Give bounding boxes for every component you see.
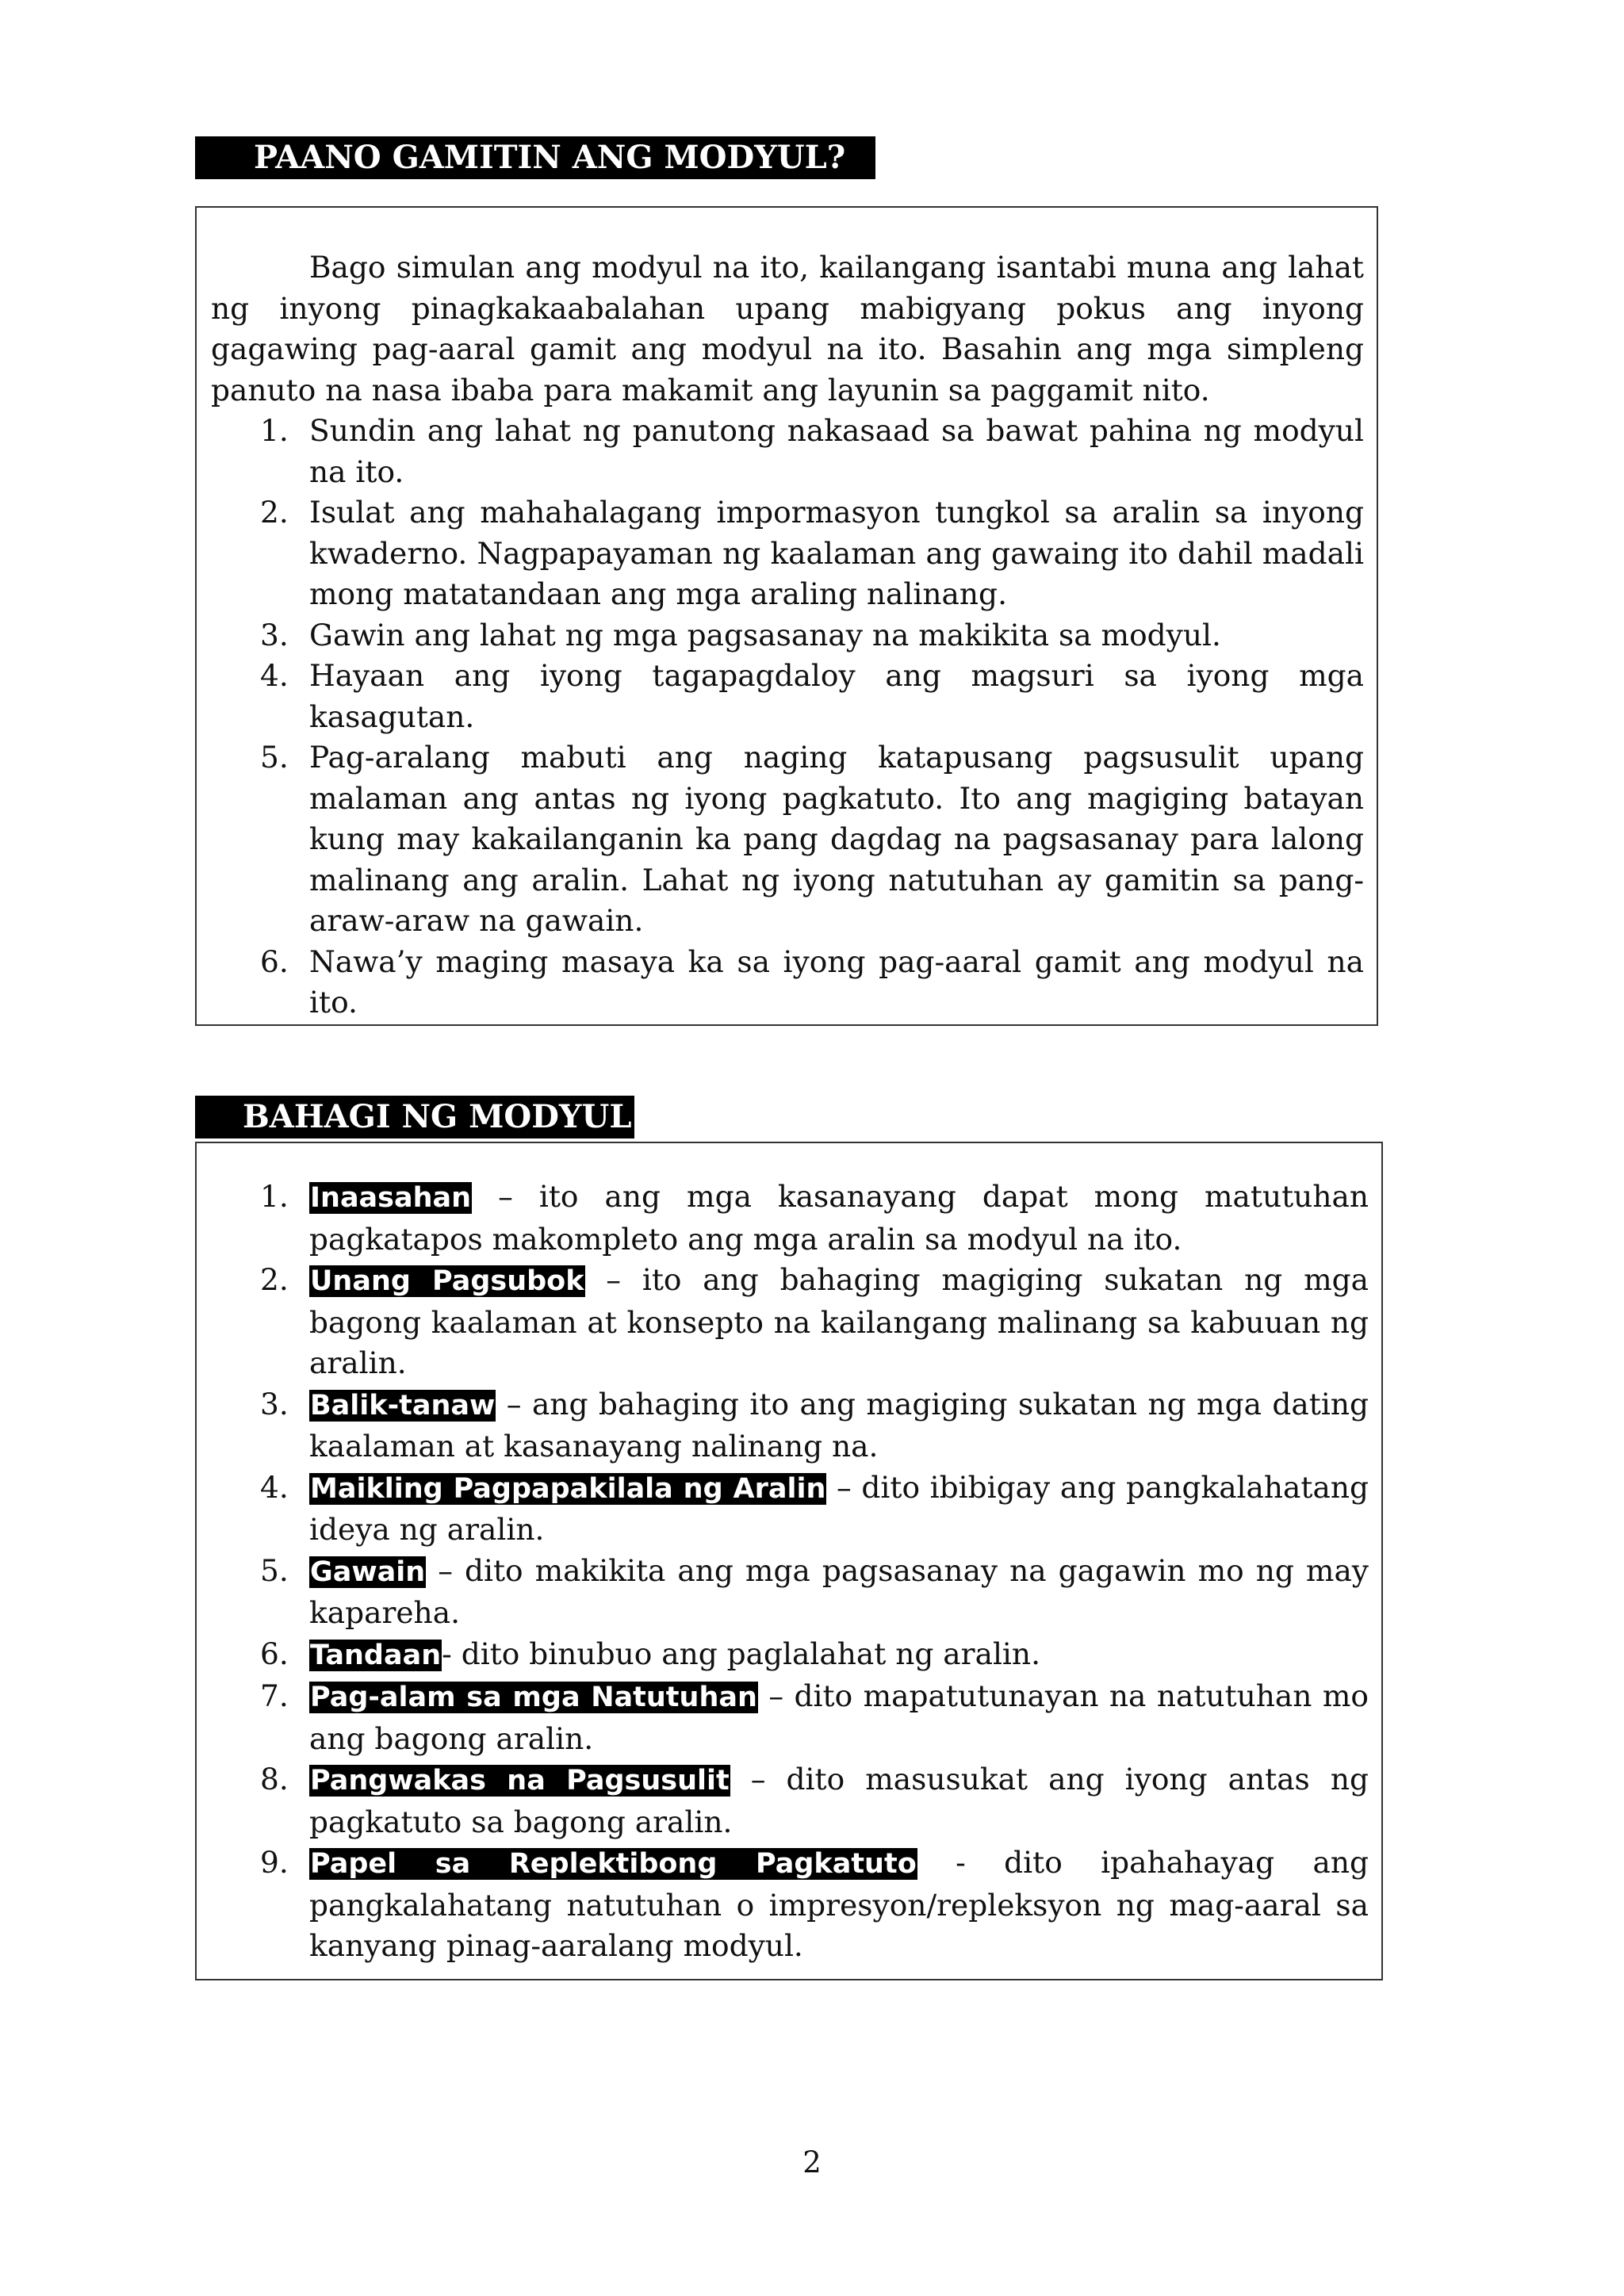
instruction-item (211, 615, 1364, 656)
module-part-item (211, 1177, 1369, 1260)
list-number: 7. (260, 1678, 289, 1713)
module-part-term: Pangwakas na Pagsusulit (310, 1765, 730, 1797)
section-header-paano-gamitin: PAANO GAMITIN ANG MODYUL? (195, 136, 875, 179)
instruction-item (211, 942, 1364, 1024)
module-part-term: Pag-alam sa mga Natutuhan (310, 1682, 757, 1713)
module-part-term: Gawain (310, 1556, 426, 1588)
list-number: 5. (260, 740, 289, 775)
module-part-item (211, 1384, 1369, 1468)
instruction-item (211, 411, 1364, 492)
module-part-item (211, 1551, 1369, 1634)
module-parts-list (211, 1177, 1369, 1967)
instructions-list (211, 411, 1364, 1024)
page-number: 2 (802, 2145, 822, 2179)
module-part-item (211, 1634, 1369, 1677)
module-part-description: – dito makikita ang mga pagsasanay na gagawin mo ng may kapareha. (309, 1552, 1369, 1630)
instruction-item (211, 737, 1364, 942)
module-part-term: Maikling Pagpapakilala ng Aralin (310, 1472, 826, 1505)
module-part-description: – ang bahaging ito ang magiging sukatan ng mga dating kaalaman at kasanayang nalinang na. (309, 1386, 1369, 1464)
list-number: 4. (260, 658, 289, 693)
list-number: 1. (260, 1179, 289, 1214)
instruction-text: Hayaan ang iyong tagapagdaloy ang magsuri sa iyong mga kasagutan. (309, 658, 1364, 734)
module-part-term: Inaasahan (310, 1182, 472, 1214)
instruction-text: Isulat ang mahahalagang impormasyon tungkol sa aralin sa inyong kwaderno. Nagpapayaman ng kaalaman ang gawaing ito dahil madali mong matatandaan ang mga araling nalinang. (309, 495, 1364, 611)
module-part-description: – ito ang mga kasanayang dapat mong matutuhan pagkatapos makompleto ang mga aralin sa modyul na ito. (309, 1179, 1369, 1257)
list-number: 3. (260, 617, 289, 652)
instruction-text: Sundin ang lahat ng panutong nakasaad sa bawat pahina ng modyul na ito. (309, 413, 1364, 489)
module-part-description: – dito mapatutunayan na natutuhan mo ang bagong aralin. (309, 1678, 1369, 1756)
module-part-term: Balik-tanaw (310, 1389, 496, 1422)
list-number: 8. (260, 1762, 289, 1797)
instruction-text: Nawa’y maging masaya ka sa iyong pag-aaral gamit ang modyul na ito. (309, 943, 1364, 1020)
module-part-term: Papel sa Replektibong Pagkatuto (310, 1848, 917, 1880)
module-part-description: – dito masusukat ang iyong antas ng pagkatuto sa bagong aralin. (309, 1762, 1369, 1839)
module-part-term: Tandaan (310, 1639, 442, 1671)
instruction-item (211, 492, 1364, 615)
list-number: 9. (260, 1845, 289, 1880)
instruction-text: Gawin ang lahat ng mga pagsasanay na makikita sa modyul. (309, 617, 1221, 652)
section-header-bahagi: BAHAGI NG MODYUL (195, 1096, 634, 1138)
list-number: 5. (260, 1552, 289, 1588)
module-part-description: - dito binubuo ang paglalahat ng aralin. (442, 1636, 1040, 1671)
module-part-description: – dito ibibigay ang pangkalahatang ideya ng aralin. (309, 1469, 1369, 1547)
instruction-item (211, 656, 1364, 737)
module-part-description: – ito ang bahaging magiging sukatan ng mga bagong kaalaman at konsepto na kailangang malinang sa kabuuan ng aralin. (309, 1262, 1369, 1380)
module-part-description: - dito ipahahayag ang pangkalahatang natutuhan o impresyon/repleksyon ng mag-aaral sa kanyang pinag-aaralang modyul. (309, 1845, 1369, 1963)
module-part-item (211, 1843, 1369, 1967)
module-part-term: Unang Pagsubok (310, 1265, 584, 1297)
instruction-text: Pag-aralang mabuti ang naging katapusang pagsusulit upang malaman ang antas ng iyong pagkatuto. Ito ang magiging batayan kung may kakailanganin ka pang dagdag na pagsasanay para lalong malinang ang aralin. Lahat ng iyong natutuhan ay gamitin sa pang-araw-araw na gawain. (309, 740, 1364, 938)
module-part-item (211, 1468, 1369, 1551)
list-number: 6. (260, 943, 289, 979)
list-number: 1. (260, 413, 289, 448)
list-number: 6. (260, 1636, 289, 1671)
list-number: 2. (260, 1262, 289, 1297)
module-part-item (211, 1676, 1369, 1759)
intro-paragraph: Bago simulan ang modyul na ito, kailangang isantabi muna ang lahat ng inyong pinagkakaabalahan upang mabigyang pokus ang inyong gagawing pag-aaral gamit ang modyul na ito. Basahin ang mga simpleng panuto na nasa ibaba para makamit ang layunin sa paggamit nito. (211, 250, 1364, 408)
list-number: 3. (260, 1386, 289, 1422)
list-number: 4. (260, 1469, 289, 1505)
module-part-item (211, 1759, 1369, 1843)
list-number: 2. (260, 495, 289, 530)
module-part-item (211, 1260, 1369, 1384)
